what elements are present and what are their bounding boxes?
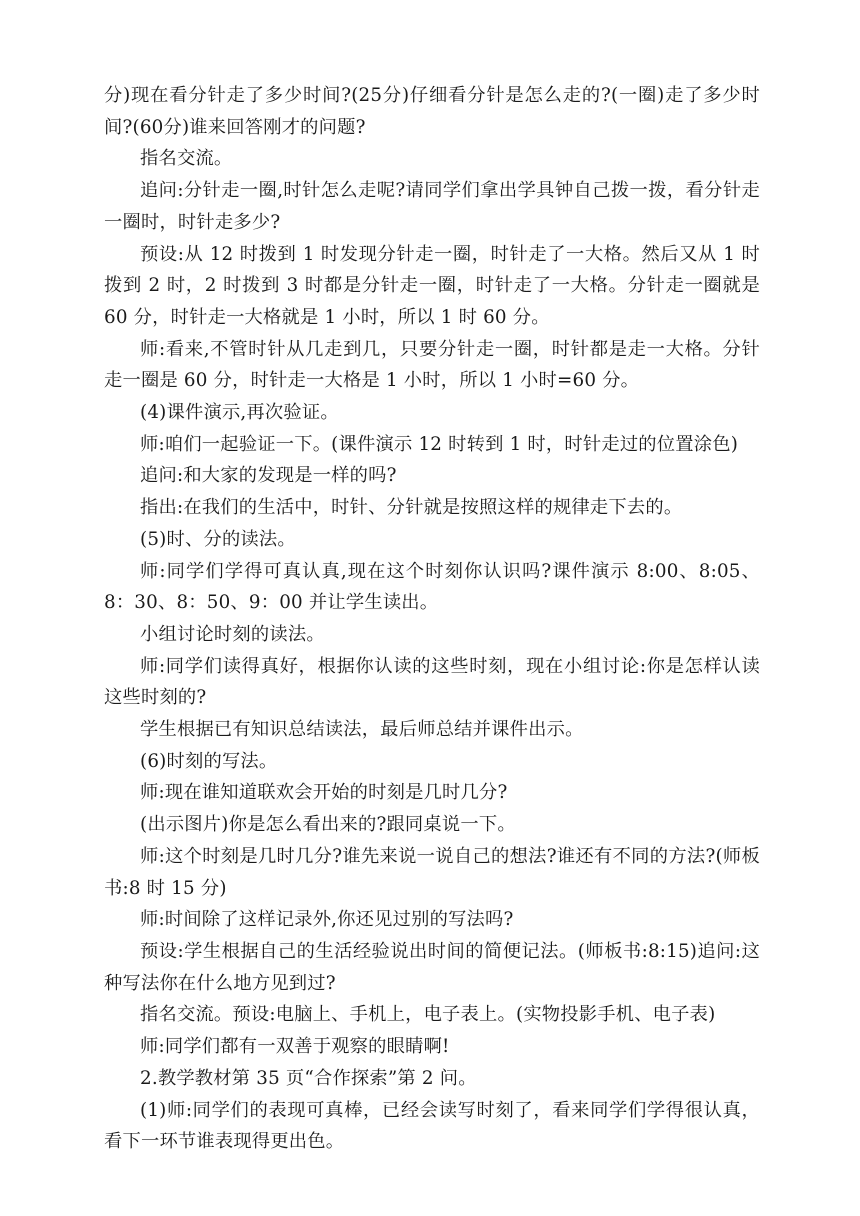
paragraph-21: 指名交流。预设:电脑上、手机上，电子表上。(实物投影手机、电子表) <box>140 1004 716 1026</box>
paragraph-1: 分)现在看分针走了多少时间?(25分)仔细看分针是怎么走的?(一圈)走了多少时间?(60分)谁来回答刚才的问题? <box>104 85 760 138</box>
paragraph-14: 学生根据已有知识总结读法，最后师总结并课件出示。 <box>140 719 584 741</box>
paragraph-18: 师:这个时刻是几时几分?谁先来说一说自己的想法?谁还有不同的方法?(师板书:8 时 15 分) <box>104 845 760 899</box>
paragraph-16: 师:现在谁知道联欢会开始的时刻是几时几分? <box>140 782 508 804</box>
paragraph-20: 预设:学生根据自己的生活经验说出时间的简便记法。(师板书:8:15)追问:这种写法你在什么地方见到过? <box>104 940 760 994</box>
paragraph-6: (4)课件演示,再次验证。 <box>140 402 339 424</box>
paragraph-15: (6)时刻的写法。 <box>140 750 278 772</box>
paragraph-5: 师:看来,不管时针从几走到几，只要分针走一圈，时针都是走一大格。分针走一圈是 60 分，时针走一大格是 1 小时，所以 1 小时=60 分。 <box>104 338 760 392</box>
paragraph-3: 追问:分针走一圈,时针怎么走呢?请同学们拿出学具钟自己拨一拨，看分针走一圈时，时针走多少? <box>104 180 760 233</box>
paragraph-9: 指出:在我们的生活中，时针、分针就是按照这样的规律走下去的。 <box>140 497 683 519</box>
paragraph-24: (1)师:同学们的表现可真棒，已经会读写时刻了，看来同学们学得很认真，看下一环节谁表现得更出色。 <box>104 1099 760 1153</box>
paragraph-12: 小组讨论时刻的读法。 <box>140 623 325 645</box>
paragraph-2: 指名交流。 <box>140 148 233 170</box>
paragraph-4: 预设:从 12 时拨到 1 时发现分针走一圈，时针走了一大格。然后又从 1 时拨到 2 时，2 时拨到 3 时都是分针走一圈，时针走了一大格。分针走一圈就是 60 分，时针走一大格就是 1 小时，所以 1 时 60 分。 <box>104 243 760 328</box>
paragraph-8: 追问:和大家的发现是一样的吗? <box>140 465 397 487</box>
paragraph-17: (出示图片)你是怎么看出来的?跟同桌说一下。 <box>140 814 516 836</box>
paragraph-10: (5)时、分的读法。 <box>140 528 296 550</box>
paragraph-19: 师:时间除了这样记录外,你还见过别的写法吗? <box>140 909 514 931</box>
document-page <box>104 80 760 1158</box>
paragraph-22: 师:同学们都有一双善于观察的眼睛啊! <box>140 1036 450 1058</box>
paragraph-11: 师:同学们学得可真认真,现在这个时刻你认识吗?课件演示 8:00、8:05、8：30、8：50、9：00 并让学生读出。 <box>104 560 760 614</box>
paragraph-7: 师:咱们一起验证一下。(课件演示 12 时转到 1 时，时针走过的位置涂色) <box>140 433 739 455</box>
paragraph-13: 师:同学们读得真好，根据你认读的这些时刻，现在小组讨论:你是怎样认读这些时刻的? <box>104 655 760 709</box>
paragraph-23: 2.教学教材第 35 页“合作探索”第 2 问。 <box>140 1067 477 1089</box>
